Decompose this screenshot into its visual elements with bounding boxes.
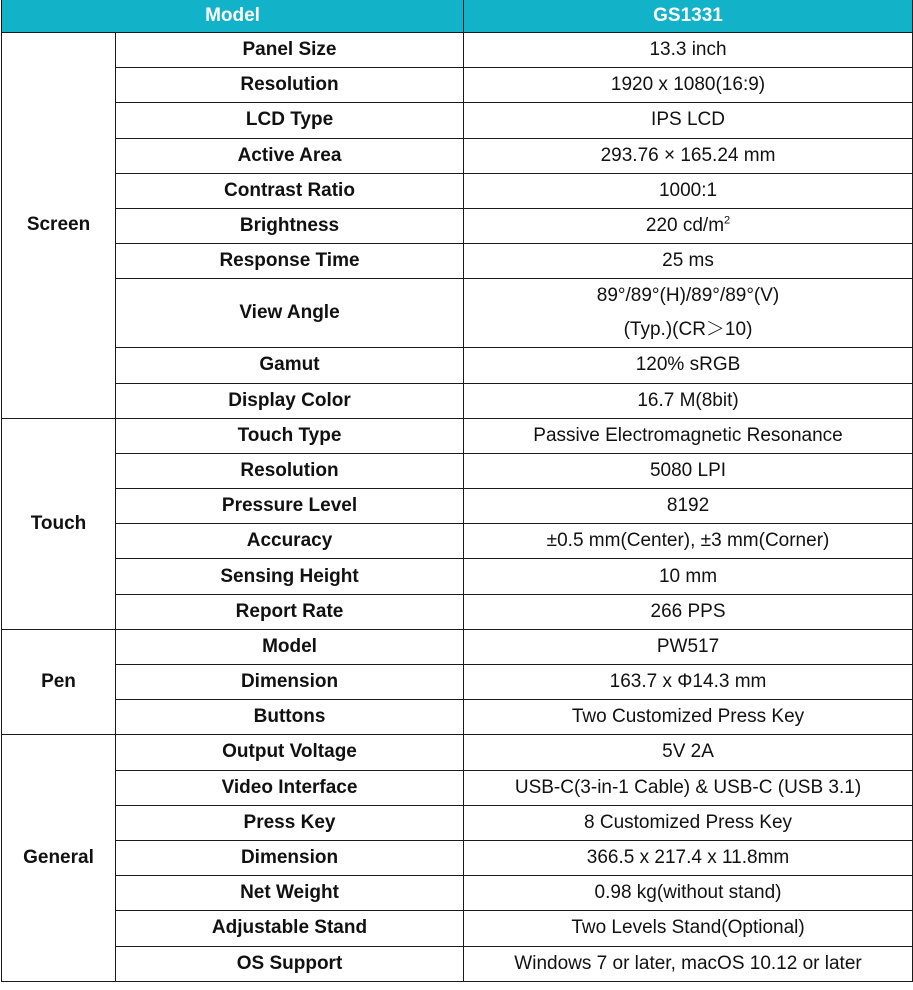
spec-label: Sensing Height	[116, 559, 464, 594]
header-row	[2, 0, 913, 33]
spec-row	[2, 770, 913, 805]
spec-label: Accuracy	[116, 524, 464, 559]
spec-label: Gamut	[116, 348, 464, 383]
spec-value-text: 366.5 x 217.4 x 11.8mm	[586, 847, 790, 869]
spec-label: LCD Type	[116, 103, 464, 138]
spec-value	[464, 700, 913, 735]
spec-value	[464, 805, 913, 840]
spec-label: Report Rate	[116, 594, 464, 629]
spec-row	[2, 524, 913, 559]
spec-row	[2, 279, 913, 348]
spec-label: Video Interface	[116, 770, 464, 805]
spec-row	[2, 735, 913, 770]
spec-value	[464, 665, 913, 700]
spec-value	[464, 629, 913, 664]
spec-value	[464, 594, 913, 629]
spec-row	[2, 173, 913, 208]
spec-value-text: Windows 7 or later, macOS 10.12 or later	[514, 952, 862, 974]
spec-value	[464, 559, 913, 594]
spec-value	[464, 770, 913, 805]
spec-label: Resolution	[116, 68, 464, 103]
group-label-touch: Touch	[2, 418, 116, 629]
spec-row	[2, 33, 913, 68]
spec-row	[2, 68, 913, 103]
spec-value-text: 5V 2A	[662, 741, 714, 763]
spec-value	[464, 946, 913, 981]
spec-row	[2, 876, 913, 911]
spec-value	[464, 138, 913, 173]
spec-value	[464, 489, 913, 524]
spec-label: Touch Type	[116, 418, 464, 453]
spec-label: Resolution	[116, 453, 464, 488]
spec-value	[464, 244, 913, 279]
spec-row	[2, 911, 913, 946]
spec-value-text: 5080 LPI	[649, 459, 727, 481]
spec-row	[2, 700, 913, 735]
spec-label: Net Weight	[116, 876, 464, 911]
spec-label: Active Area	[116, 138, 464, 173]
spec-label: Model	[116, 629, 464, 664]
spec-value-text: ±0.5 mm(Center), ±3 mm(Corner)	[546, 530, 830, 552]
spec-row	[2, 103, 913, 138]
spec-value-line: 89°/89°(H)/89°/89°(V)	[596, 285, 780, 307]
header-model-label: Model	[2, 0, 464, 33]
spec-value	[464, 103, 913, 138]
spec-row	[2, 244, 913, 279]
spec-label: Buttons	[116, 700, 464, 735]
spec-value-text: IPS LCD	[651, 109, 725, 131]
spec-value	[464, 840, 913, 875]
spec-value-text: 293.76 × 165.24 mm	[600, 144, 776, 166]
spec-value	[464, 208, 913, 243]
spec-value	[464, 279, 913, 348]
spec-row	[2, 594, 913, 629]
spec-label: Contrast Ratio	[116, 173, 464, 208]
spec-row	[2, 383, 913, 418]
spec-row	[2, 805, 913, 840]
spec-label: Adjustable Stand	[116, 911, 464, 946]
spec-row	[2, 208, 913, 243]
group-label-screen: Screen	[2, 33, 116, 419]
spec-value-text: 163.7 x Φ14.3 mm	[609, 671, 767, 693]
spec-value	[464, 33, 913, 68]
spec-value	[464, 524, 913, 559]
spec-label: Output Voltage	[116, 735, 464, 770]
spec-row	[2, 138, 913, 173]
spec-value-text: 120% sRGB	[635, 354, 741, 376]
spec-label: Dimension	[116, 840, 464, 875]
spec-value	[464, 453, 913, 488]
spec-label: Pressure Level	[116, 489, 464, 524]
spec-value	[464, 173, 913, 208]
spec-table	[1, 0, 913, 982]
spec-value	[464, 348, 913, 383]
spec-row	[2, 665, 913, 700]
spec-body	[2, 33, 913, 982]
spec-value-text: 16.7 M(8bit)	[637, 389, 739, 411]
spec-value-text: 8 Customized Press Key	[584, 811, 793, 833]
spec-value-text: USB-C(3-in-1 Cable) & USB-C (USB 3.1)	[514, 776, 862, 798]
spec-row	[2, 946, 913, 981]
spec-value-text: PW517	[656, 635, 720, 657]
spec-label: Panel Size	[116, 33, 464, 68]
spec-value-text: Passive Electromagnetic Resonance	[533, 424, 843, 446]
spec-label: Display Color	[116, 383, 464, 418]
spec-value-superscript: 2	[724, 214, 731, 227]
spec-value-line: (Typ.)(CR＞10)	[623, 319, 753, 341]
spec-value	[464, 68, 913, 103]
spec-value-text: 266 PPS	[650, 600, 726, 622]
spec-label: OS Support	[116, 946, 464, 981]
spec-value-text: 8192	[666, 495, 710, 517]
spec-row	[2, 559, 913, 594]
spec-value-text: 10 mm	[658, 565, 718, 587]
group-label-pen: Pen	[2, 629, 116, 735]
spec-row	[2, 453, 913, 488]
group-label-general: General	[2, 735, 116, 981]
spec-value-text: 1920 x 1080(16:9)	[610, 74, 766, 96]
spec-row	[2, 489, 913, 524]
spec-value	[464, 911, 913, 946]
spec-value	[464, 876, 913, 911]
spec-label: Dimension	[116, 665, 464, 700]
spec-value	[464, 735, 913, 770]
spec-label: Response Time	[116, 244, 464, 279]
spec-label: Press Key	[116, 805, 464, 840]
spec-row	[2, 348, 913, 383]
spec-value	[464, 418, 913, 453]
spec-value-text: 220 cd/m	[645, 215, 725, 237]
spec-value-text: 13.3 inch	[649, 39, 727, 61]
spec-row	[2, 629, 913, 664]
spec-row	[2, 418, 913, 453]
spec-value-text: 25 ms	[662, 250, 714, 272]
spec-value-text: Two Customized Press Key	[571, 706, 805, 728]
spec-label: View Angle	[116, 279, 464, 348]
spec-value	[464, 383, 913, 418]
spec-row	[2, 840, 913, 875]
spec-label: Brightness	[116, 208, 464, 243]
spec-value-text: Two Levels Stand(Optional)	[571, 917, 805, 939]
header-model-value: GS1331	[464, 0, 913, 33]
spec-value-text: 0.98 kg(without stand)	[594, 882, 782, 904]
spec-value-text: 1000:1	[658, 179, 718, 201]
